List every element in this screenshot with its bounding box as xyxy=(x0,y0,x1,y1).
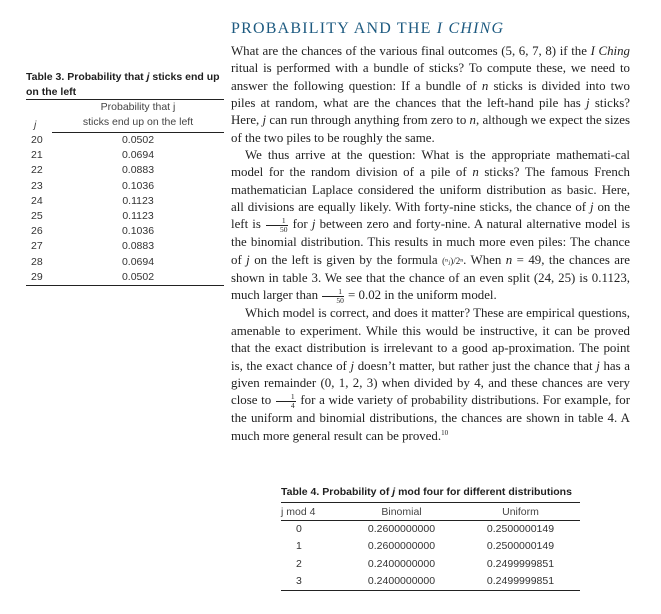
table3-cell-prob: 0.0694 xyxy=(121,149,155,162)
italic-run: j xyxy=(596,358,600,373)
table3-cell-prob: 0.1123 xyxy=(122,210,154,223)
table4-header-binomial: Binomial xyxy=(342,503,461,521)
paragraph-1 xyxy=(231,43,630,147)
table3-cell-prob: 0.1036 xyxy=(121,225,155,238)
italic-run: n xyxy=(481,78,489,93)
italic-run: j xyxy=(350,358,355,373)
text-run: can run through anything from zero to xyxy=(266,113,470,128)
table3-caption-prefix: Table 3. Probability that xyxy=(26,71,147,83)
table3-cell-prob: 0.1036 xyxy=(121,179,155,192)
table4-cell-uniform: 0.2499999851 xyxy=(486,574,555,587)
fraction-denominator: 50 xyxy=(336,296,344,306)
table4-caption-prefix: Table 4. Probability of xyxy=(281,486,393,498)
table4-cell-uniform: 0.2500000149 xyxy=(486,523,555,535)
table4-cell-mod: 2 xyxy=(296,557,302,570)
table-row xyxy=(26,224,224,239)
table-row xyxy=(26,239,224,254)
body-text xyxy=(231,43,630,445)
table-row xyxy=(26,133,224,149)
table3-cell-prob: 0.0883 xyxy=(121,164,155,177)
italic-run: n xyxy=(505,252,513,267)
table3-cell-j: 28 xyxy=(31,255,43,268)
paragraph-2 xyxy=(231,147,630,305)
text-run: has a given remainder (0, 1, 2, 3) when divided by 4, and these chances are very close to xyxy=(231,358,631,408)
table4-cell-binomial: 0.2400000000 xyxy=(367,557,436,570)
table-row xyxy=(281,573,580,591)
italic-run: j xyxy=(311,217,316,232)
fraction-one-fiftieth xyxy=(322,288,344,305)
table4-cell-mod: 1 xyxy=(296,540,302,553)
text-run: sticks is divided into two piles at random, what are the chances that the left-hand pile has xyxy=(231,78,630,111)
italic-run: n xyxy=(472,165,479,180)
table3-caption xyxy=(26,70,224,100)
table4-cell-mod: 0 xyxy=(296,523,302,535)
fraction-numerator: 1 xyxy=(266,217,288,226)
text-run: ritual is performed with a bundle of sticks? To compute these, we need to answer the following question: If a bundle of xyxy=(231,61,630,93)
text-run: = 49, the chances are shown in table 3. We see that the chance of an even split (24, 25) is 0.1123, much larger than xyxy=(231,252,630,303)
italic-run: I Ching xyxy=(590,44,631,58)
table4-cell-uniform: 0.2500000149 xyxy=(486,540,555,553)
table3-cell-prob: 0.1123 xyxy=(122,194,154,207)
table-row xyxy=(26,209,224,224)
fraction-numerator: 1 xyxy=(276,393,296,402)
text-run: for a wide variety of probability distributions. For example, for the uniform and binomial distributions, the chances are shown in table 4. A much more general result can be proved. xyxy=(231,393,630,443)
table3-header-prob-line1: Probability that j xyxy=(100,101,176,113)
table3-cell-j: 21 xyxy=(31,149,43,162)
table4-header-mod: j mod 4 xyxy=(281,503,342,521)
table3-cell-j: 22 xyxy=(31,164,43,177)
heading-italic-text: I CHING xyxy=(436,20,505,37)
italic-run: j xyxy=(262,113,267,128)
text-run: = 0.02 in the uniform model. xyxy=(344,288,497,303)
text-run: on the left is given by the formula xyxy=(249,252,443,267)
italic-run: j xyxy=(590,200,594,215)
table4-cell-binomial: 0.2400000000 xyxy=(367,574,436,587)
table4-cell-uniform: 0.2499999851 xyxy=(486,557,555,570)
table3-caption-var: j xyxy=(146,71,150,83)
paragraph-3 xyxy=(231,305,630,444)
table3-cell-j: 20 xyxy=(31,133,43,146)
table4-cell-mod: 3 xyxy=(296,574,302,587)
italic-run: j xyxy=(586,96,590,111)
table3-cell-j: 23 xyxy=(31,179,43,192)
table3-cell-j: 29 xyxy=(31,270,43,283)
text-run: between zero and forty-nine. A natural alternative model is the binomial distribution. This results in much more even piles: The chance of xyxy=(231,217,630,267)
table-row xyxy=(26,163,224,178)
text-run: for xyxy=(288,217,312,232)
text-run: on the left is xyxy=(231,200,630,232)
table3-caption-suffix: sticks end up on the left xyxy=(26,71,220,98)
fraction-one-fiftieth xyxy=(266,217,288,234)
text-run: We thus arrive at the question: What is the appropriate mathemati-cal model for the random division of a pile of xyxy=(231,148,630,180)
text-run: sticks? Here, xyxy=(231,96,631,128)
binomial-formula: (ⁿⱼ)/2ⁿ xyxy=(442,255,464,266)
table-row xyxy=(281,556,580,573)
text-run: doesn’t matter, but rather just the chance that xyxy=(354,358,597,373)
table4-caption-var: j xyxy=(392,486,396,498)
table4-header-uniform: Uniform xyxy=(461,503,580,521)
table3-header-j: j xyxy=(34,118,37,131)
italic-run: j xyxy=(246,252,250,267)
table4-caption xyxy=(281,486,572,498)
table3-cell-j: 25 xyxy=(31,210,43,223)
table4-cell-binomial: 0.2600000000 xyxy=(367,540,436,553)
text-run: What are the chances of the various final outcomes (5, 6, 7, 8) if the xyxy=(231,44,591,58)
table4-caption-suffix: mod four for different distributions xyxy=(395,486,572,498)
fraction-denominator: 50 xyxy=(280,225,288,235)
fraction-denominator: 4 xyxy=(290,401,295,411)
table4 xyxy=(281,502,580,591)
fraction-numerator: 1 xyxy=(322,288,344,297)
table3 xyxy=(26,99,224,286)
table-row xyxy=(26,270,224,286)
section-heading xyxy=(231,20,504,38)
table3-cell-prob: 0.0502 xyxy=(121,270,155,283)
table3-cell-prob: 0.0883 xyxy=(121,240,155,253)
text-run: sticks? The famous French mathematician Laplace considered the uniform distribution as basic. Here, all divisions are equally likely. With forty-nine sticks, the chance of xyxy=(231,165,631,215)
table-row xyxy=(281,538,580,555)
table3-header-prob-line2: sticks end up on the left xyxy=(52,115,224,133)
text-run: , although we expect the sizes of the two piles to be roughly the same. xyxy=(231,113,630,145)
table4-cell-binomial: 0.2600000000 xyxy=(367,523,436,535)
table3-cell-j: 26 xyxy=(31,225,43,238)
table-row xyxy=(281,521,580,539)
table3-cell-j: 27 xyxy=(31,240,43,253)
table-row xyxy=(26,179,224,194)
fraction-one-quarter xyxy=(276,393,296,410)
table3-cell-prob: 0.0502 xyxy=(121,134,155,146)
table-row xyxy=(26,255,224,270)
text-run: . When xyxy=(463,252,506,267)
table3-cell-prob: 0.0694 xyxy=(121,255,155,268)
table-row xyxy=(26,148,224,163)
text-run: Which model is correct, and does it matter? These are empirical questions, amenable to experiment. While this would be instructive, it can be proved that the exact distribution is irrelevant to a good ap-proximation. The point is, the exact chance of xyxy=(231,306,630,373)
table-row xyxy=(26,194,224,209)
footnote-marker[interactable]: 10 xyxy=(441,428,449,437)
heading-text: PROBABILITY AND THE xyxy=(231,20,437,37)
italic-run: n xyxy=(469,113,476,128)
table3-cell-j: 24 xyxy=(31,194,43,207)
